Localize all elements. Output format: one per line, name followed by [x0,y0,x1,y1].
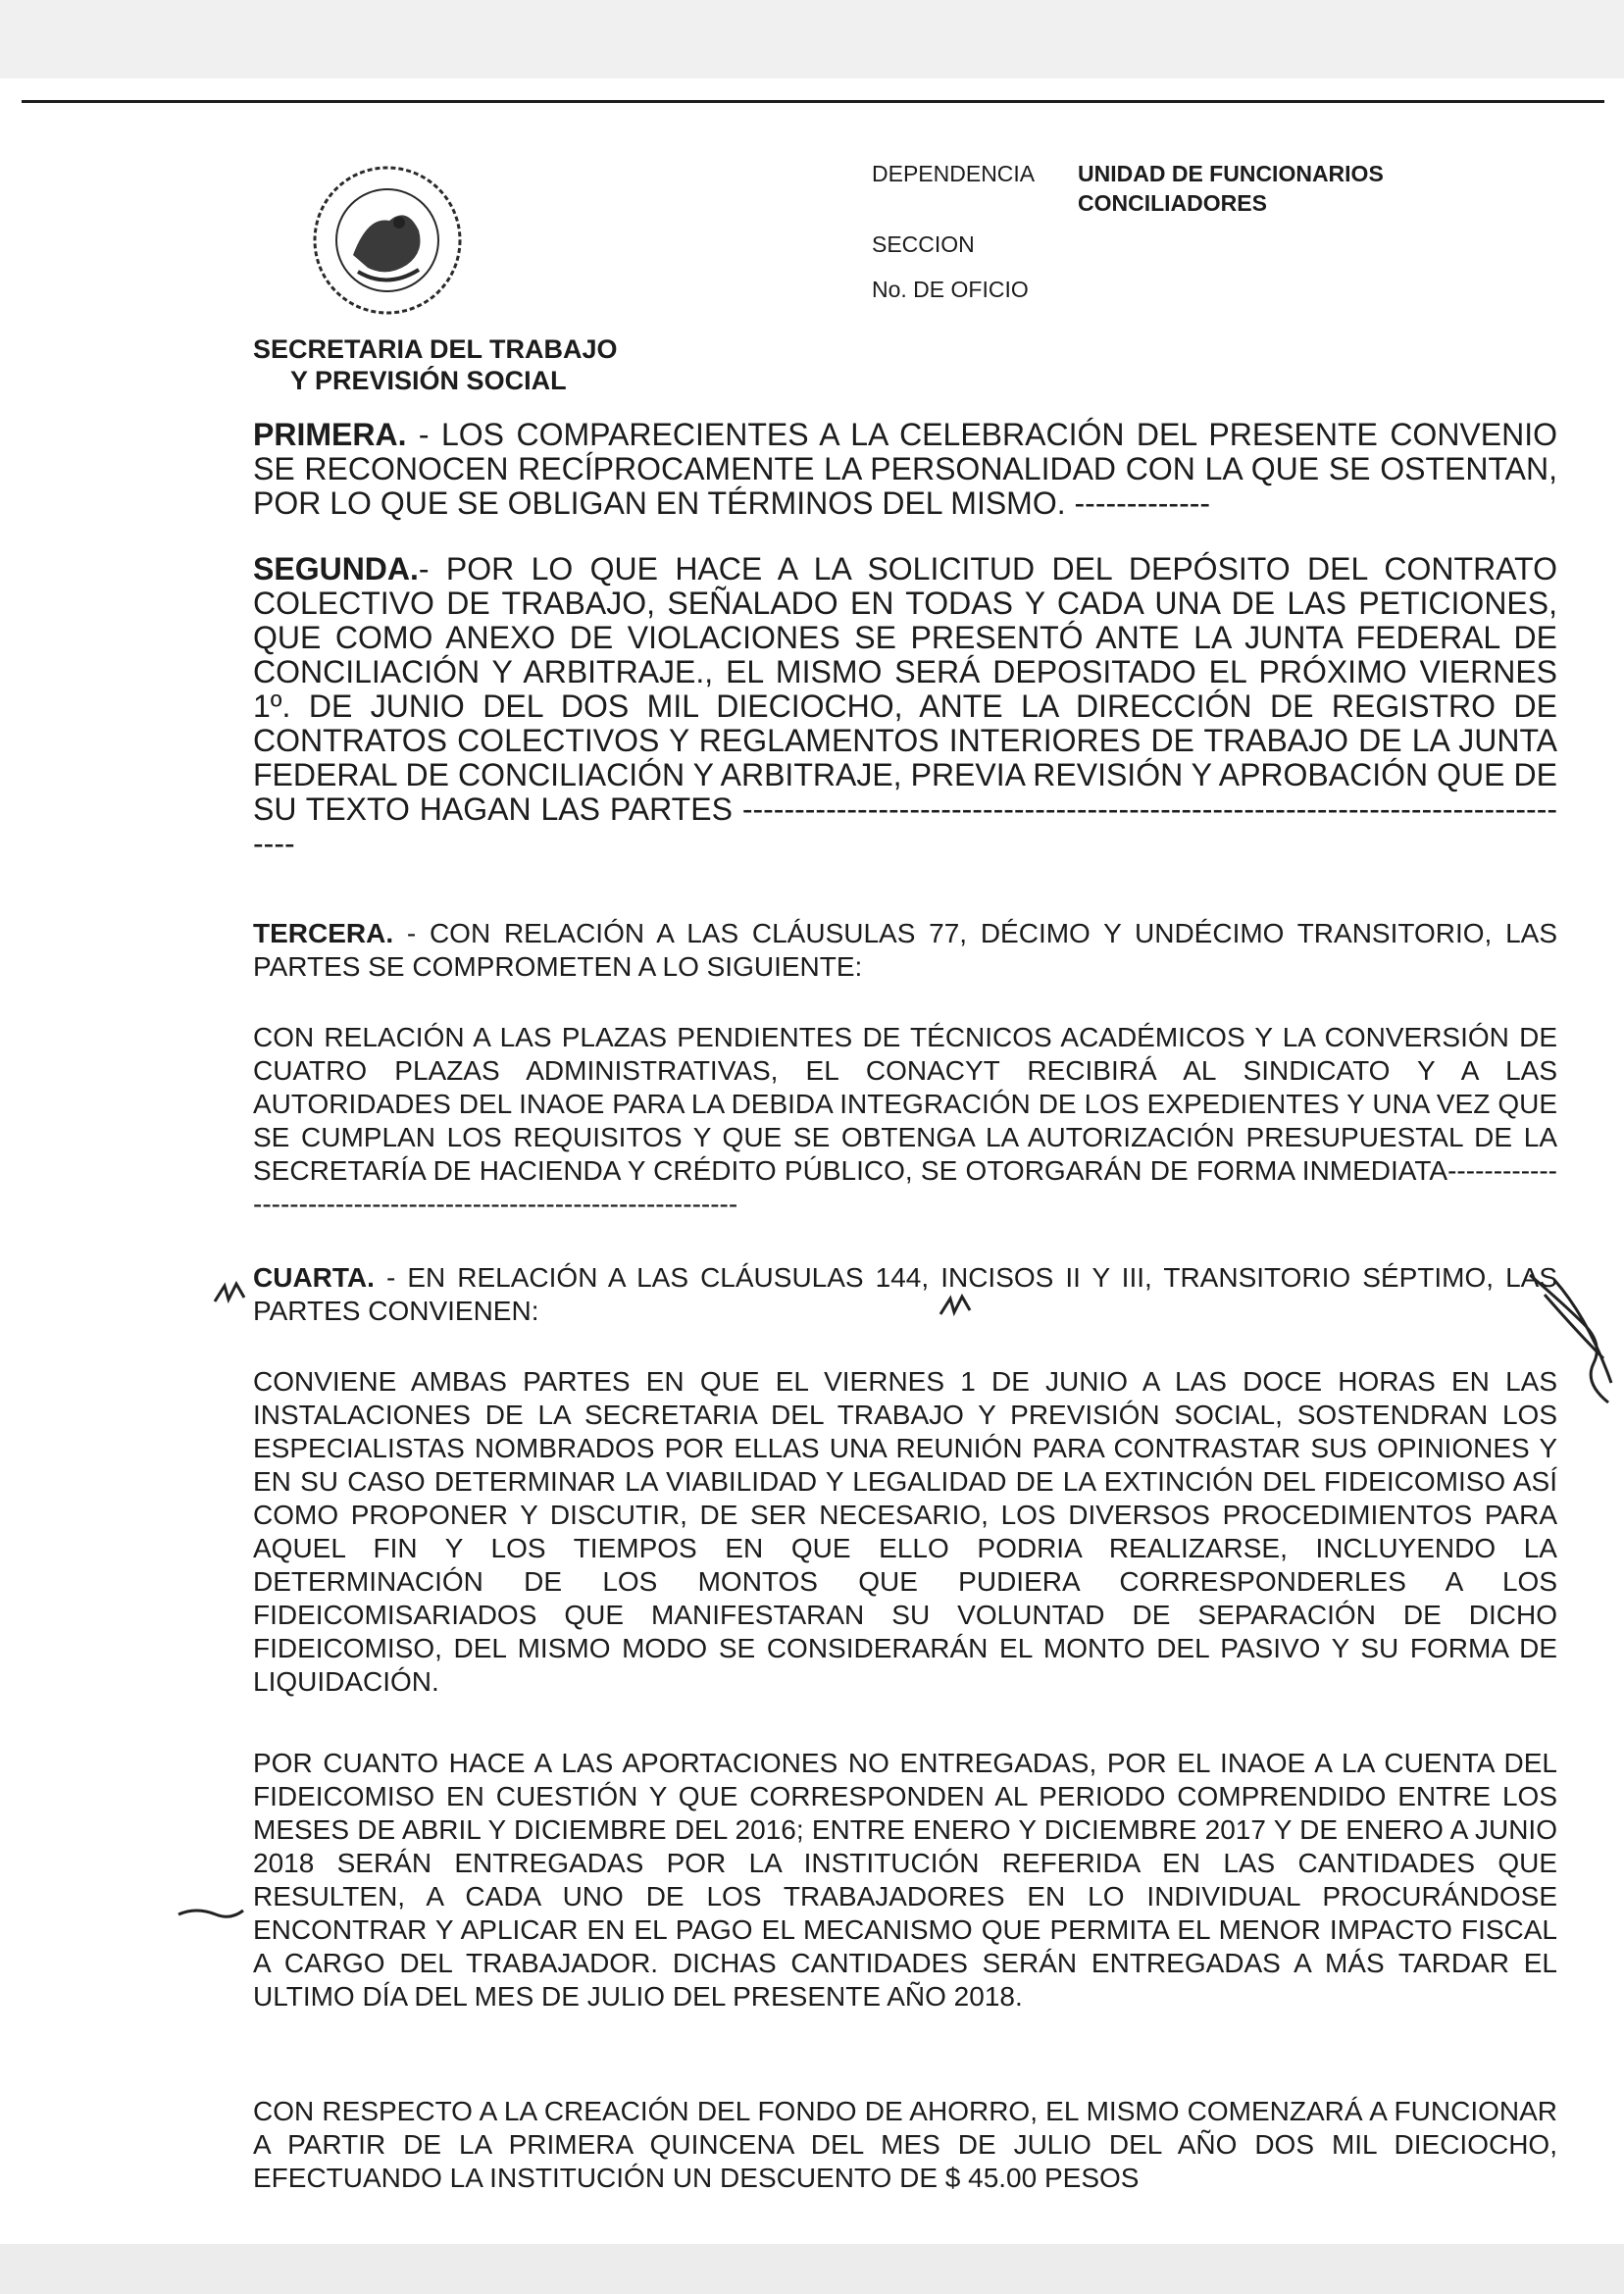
clause-cuarta [253,1261,1557,1328]
clause-text: - POR LO QUE HACE A LA SOLICITUD DEL DEPÓSITO DEL CONTRATO COLECTIVO DE TRABAJO, SEÑALADO EN TODAS Y CADA UNA DE LAS PETICIONES, QUE COMO ANEXO DE VIOLACIONES SE PRESENTÓ ANTE LA JUNTA FEDERAL DE CONCILIACIÓN Y ARBITRAJE., EL MISMO SERÁ DEPOSITADO EL PRÓXIMO VIERNES 1º. DE JUNIO DEL DOS MIL DIECIOCHO, ANTE LA DIRECCIÓN DE REGISTRO DE CONTRATOS COLECTIVOS Y REGLAMENTOS INTERIORES DE TRABAJO DE LA JUNTA FEDERAL DE CONCILIACIÓN Y ARBITRAJE, PREVIA REVISIÓN Y APROBACIÓN QUE DE SU TEXTO HAGAN LAS PARTES ---------------------------------------------------------------------------------- [253,551,1557,861]
ministry-name [253,333,618,396]
clause-tercera [253,917,1557,984]
clause-text: - LOS COMPARECIENTES A LA CELEBRACIÓN DEL PRESENTE CONVENIO SE RECONOCEN RECÍPROCAMENTE LA PERSONALIDAD CON LA QUE SE OSTENTAN, POR LO QUE SE OBLIGAN EN TÉRMINOS DEL MISMO. ------------- [253,417,1557,521]
handwritten-initial-mark [211,1280,250,1309]
paragraph-text: CONVIENE AMBAS PARTES EN QUE EL VIERNES 1 DE JUNIO A LAS DOCE HORAS EN LAS INSTALACIONES DE LA SECRETARIA DEL TRABAJO Y PREVISIÓN SOCIAL, SOSTENDRAN LOS ESPECIALISTAS NOMBRADOS POR ELLAS UNA REUNIÓN PARA CONTRASTAR SUS OPINIONES Y EN SU CASO DETERMINAR LA VIABILIDAD Y LEGALIDAD DE LA EXTINCIÓN DEL FIDEICOMISO ASÍ COMO PROPONER Y DISCUTIR, DE SER NECESARIO, LOS DIVERSOS PROCEDIMIENTOS PARA AQUEL FIN Y LOS TIEMPOS EN QUE ELLO PODRIA REALIZARSE, INCLUYENDO LA DETERMINACIÓN DE LOS MONTOS QUE PUDIERA CORRESPONDERLES A LOS FIDEICOMISARIADOS QUE MANIFESTARAN SU VOLUNTAD DE SEPARACIÓN DE DICHO FIDEICOMISO, DEL MISMO MODO SE CONSIDERARÁN EL MONTO DEL PASIVO Y SU FORMA DE LIQUIDACIÓN. [253,1366,1557,1697]
clause-label: TERCERA. [253,918,394,948]
clause-cuarta-paragraph-1 [253,1365,1557,1699]
handwritten-initial-mark [937,1293,976,1322]
handwritten-arrow-mark [177,1903,245,1922]
clause-cuarta-paragraph-2 [253,1747,1557,2014]
seccion-label: SECCION [872,231,975,257]
dependencia-label: DEPENDENCIA [872,161,1036,186]
dependencia-value-line-2: CONCILIADORES [1078,190,1267,216]
header-rule [22,100,1604,103]
clause-segunda [253,552,1557,861]
scan-top-margin [0,0,1624,78]
oficio-label: No. DE OFICIO [872,277,1029,302]
scan-bottom-margin [0,2244,1624,2294]
ministry-line-2: Y PREVISIÓN SOCIAL [290,366,567,395]
clause-text: - CON RELACIÓN A LAS CLÁUSULAS 77, DÉCIMO Y UNDÉCIMO TRANSITORIO, LAS PARTES SE COMPROMETEN A LO SIGUIENTE: [253,918,1557,982]
paragraph-text: CON RESPECTO A LA CREACIÓN DEL FONDO DE AHORRO, EL MISMO COMENZARÁ A FUNCIONAR A PARTIR DE LA PRIMERA QUINCENA DEL MES DE JULIO DEL AÑO DOS MIL DIECIOCHO, EFECTUANDO LA INSTITUCIÓN UN DESCUENTO DE $ 45.00 PESOS [253,2096,1557,2193]
national-seal-icon [309,162,466,319]
ministry-line-1: SECRETARIA DEL TRABAJO [253,334,618,364]
dependencia-value [1078,159,1384,218]
clause-tercera-paragraph [253,1021,1557,1221]
paragraph-text: POR CUANTO HACE A LAS APORTACIONES NO ENTREGADAS, POR EL INAOE A LA CUENTA DEL FIDEICOMISO EN CUESTIÓN Y QUE CORRESPONDEN AL PERIODO COMPRENDIDO ENTRE LOS MESES DE ABRIL Y DICIEMBRE DEL 2016; ENTRE ENERO Y DICIEMBRE 2017 Y DE ENERO A JUNIO 2018 SERÁN ENTREGADAS POR LA INSTITUCIÓN REFERIDA EN LAS CANTIDADES QUE RESULTEN, A CADA UNO DE LOS TRABAJADORES EN LO INDIVIDUAL PROCURÁNDOSE ENCONTRAR Y APLICAR EN EL PAGO EL MECANISMO QUE PERMITA EL MENOR IMPACTO FISCAL A CARGO DEL TRABAJADOR. DICHAS CANTIDADES SERÁN ENTREGADAS A MÁS TARDAR EL ULTIMO DÍA DEL MES DE JULIO DEL PRESENTE AÑO 2018. [253,1748,1557,2012]
clause-label: PRIMERA. [253,417,407,452]
paragraph-text: CON RELACIÓN A LAS PLAZAS PENDIENTES DE TÉCNICOS ACADÉMICOS Y LA CONVERSIÓN DE CUATRO PLAZAS ADMINISTRATIVAS, EL CONACYT RECIBIRÁ AL SINDICATO Y A LAS AUTORIDADES DEL INAOE PARA LA DEBIDA INTEGRACIÓN DE LOS EXPEDIENTES Y UNA VEZ QUE SE CUMPLAN LOS REQUISITOS Y QUE SE OBTENGA LA AUTORIZACIÓN PRESUPUESTAL DE LA SECRETARÍA DE HACIENDA Y CRÉDITO PÚBLICO, SE OTORGARÁN DE FORMA INMEDIATA----------------------------------------------------------------- [253,1022,1557,1219]
clause-cuarta-paragraph-3 [253,2095,1557,2195]
clause-label: CUARTA. [253,1262,375,1293]
clause-label: SEGUNDA. [253,551,419,586]
clause-text: - EN RELACIÓN A LAS CLÁUSULAS 144, INCISOS II Y III, TRANSITORIO SÉPTIMO, LAS PARTES CONVIENEN: [253,1262,1557,1326]
clause-primera [253,418,1557,521]
handwritten-signature-mark [1525,1265,1613,1412]
dependencia-value-line-1: UNIDAD DE FUNCIONARIOS [1078,161,1384,186]
